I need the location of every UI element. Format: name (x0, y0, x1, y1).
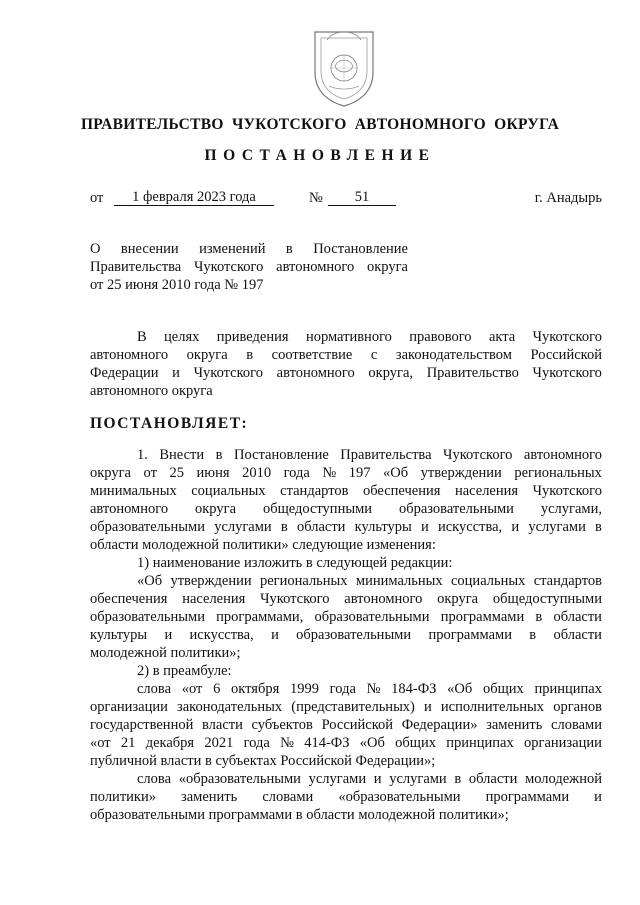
document-date: 1 февраля 2023 года (114, 190, 274, 206)
paragraph-line: 1) наименование изложить в следующей редакции: (137, 555, 453, 571)
date-from-label: от (90, 190, 104, 206)
document-body (90, 446, 602, 824)
number-label: № (309, 190, 323, 206)
paragraph-line: В целях приведения нормативного правового акта Чукотского (137, 329, 602, 345)
coat-of-arms-icon (307, 26, 381, 110)
paragraph-line: культуры и искусства, и образовательными программами в области (90, 627, 602, 643)
document-number: 51 (328, 190, 396, 206)
paragraph-line: публичной власти в субъектах Российской Федерации»; (90, 753, 436, 769)
paragraph-line: слова «от 6 октября 1999 года № 184-ФЗ «Об общих принципах (137, 681, 602, 697)
paragraph-line: организации законодательных (представительных) и исполнительных органов (90, 699, 602, 715)
paragraph-line: минимальных социальных стандартов обеспечения населения Чукотского (90, 483, 602, 499)
subject-line: Правительства Чукотского автономного округа (90, 259, 408, 275)
paragraph-line: округа от 25 июня 2010 года № 197 «Об утверждении региональных (90, 465, 602, 481)
paragraph-line: государственной власти субъектов Российской Федерации» заменить словами (90, 717, 602, 733)
paragraph-line: «от 21 декабря 2021 года № 414-ФЗ «Об общих принципах организации (90, 735, 602, 751)
document-type: ПОСТАНОВЛЕНИЕ (204, 147, 436, 164)
paragraph-line: 1. Внести в Постановление Правительства Чукотского автономного (137, 447, 602, 463)
paragraph-line: 2) в преамбуле: (137, 663, 232, 679)
paragraph-line: образовательными услугами в области культуры и искусства, и услугами в (90, 519, 602, 535)
paragraph-line: области молодежной политики» следующие изменения: (90, 537, 436, 553)
paragraph-line: Федерации и Чукотского автономного округа, Правительство Чукотского (90, 365, 602, 381)
paragraph-line: обеспечения населения Чукотского автономного округа общедоступными (90, 591, 602, 607)
paragraph-line: образовательными программами, образовательными программами в области (90, 609, 602, 625)
paragraph-line: молодежной политики»; (90, 645, 241, 661)
paragraph-line: слова «образовательными услугами и услугами в области молодежной (137, 771, 602, 787)
paragraph-line: образовательными программами в области молодежной политики»; (90, 807, 509, 823)
document-city: г. Анадырь (534, 190, 602, 206)
paragraph-line: автономного округа в соответствие с законодательством Российской (90, 347, 602, 363)
paragraph-line: политики» заменить словами «образовательными программами и (90, 789, 602, 805)
preamble-paragraph (90, 328, 602, 400)
subject-line: от 25 июня 2010 года № 197 (90, 277, 264, 293)
paragraph-line: автономного округа (90, 383, 213, 399)
government-title: ПРАВИТЕЛЬСТВО ЧУКОТСКОГО АВТОНОМНОГО ОКРУГА (80, 116, 560, 133)
resolves-heading: ПОСТАНОВЛЯЕТ: (90, 415, 249, 432)
paragraph-line: автономного округа общедоступными образовательными услугами, (90, 501, 602, 517)
paragraph-line: «Об утверждении региональных минимальных социальных стандартов (137, 573, 602, 589)
subject-line: О внесении изменений в Постановление (90, 241, 408, 257)
document-subject (90, 240, 408, 294)
